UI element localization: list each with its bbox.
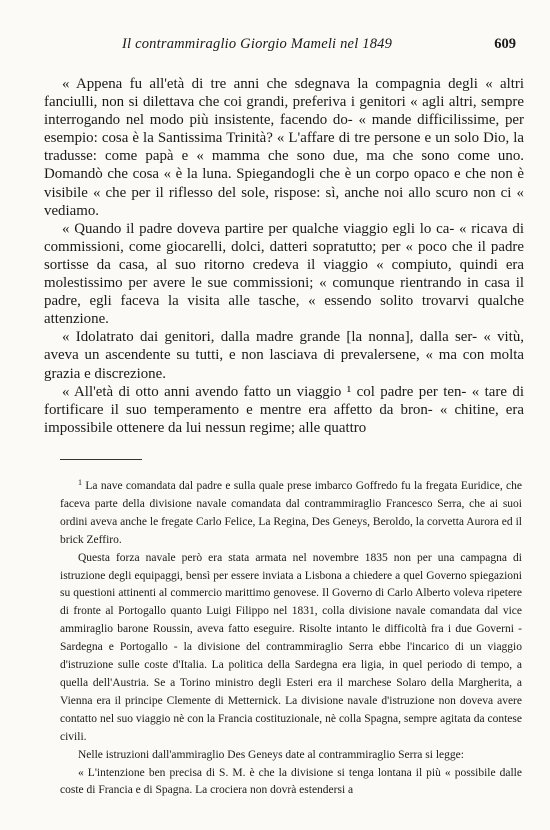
running-title: Il contrammiraglio Giorgio Mameli nel 1849 — [122, 36, 393, 52]
footnote-paragraph: Nelle istruzioni dall'ammiraglio Des Geneys date al contrammiraglio Serra si legge: — [78, 748, 464, 761]
paragraph: « Idolatrato dai genitori, dalla madre grande [la nonna], dalla ser- « vitù, aveva un ascendente su tutti, e non lasciava di prevalersene, « ma con molta grazia e discrezione. — [44, 329, 524, 382]
main-text — [44, 75, 524, 437]
footnote-rule — [60, 459, 142, 460]
footnote-marker: 1 — [78, 478, 82, 487]
paragraph: « Quando il padre doveva partire per qualche viaggio egli lo ca- « ricava di commissioni, come giocarelli, dolci, datteri sopratutto; per « poco che il padre sortisse da casa, al suo ritorno credeva il viaggio « compiuto, quindi era molestissimo per avere le sue commissioni; « comunque rientrando in casa il padre, egli faceva la visita alle tasche, « essendo solito trovarvi qualche attenzione. — [44, 220, 524, 328]
footnotes — [60, 474, 522, 800]
footnote-paragraph — [60, 474, 522, 550]
paragraph: « All'età di otto anni avendo fatto un viaggio ¹ col padre per ten- « tare di fortificare il suo temperamento e mentre era affetto da bron- « chitine, era impossibile ottenere da lui nessun regime; alle quattro — [44, 383, 524, 436]
page-header — [60, 36, 516, 56]
paragraph: « Appena fu all'età di tre anni che sdegnava la compagnia degli « altri fanciulli, non si dilettava che coi grandi, preferiva i genitori « agli altri, sempre interrogando nel modo più insistente, facendo do- « mande difficilissime, per esempio: cosa è la Santissima Trinità? « L'affare di tre persone e un solo Dio, la tradusse: come papà e « mamma che sono due, ma che sono come uno. Domandò che cosa « è la luna. Spiegandogli che è un corpo opaco e che non è visibile « che per il riflesso del sole, rispose: sì, anche noi allo scuro non ci « vediamo. — [44, 76, 524, 219]
footnote-paragraph: « L'intenzione ben precisa di S. M. è che la divisione si tenga lontana il più « possibile dalle coste di Francia e di Spagna. La crociera non dovrà estendersi a — [60, 766, 522, 797]
footnote-text: La nave comandata dal padre e sulla quale prese imbarco Goffredo fu la fregata Euridice, che faceva parte della divisione navale comandata dal contrammiraglio Francesco Serra, che ai suoi ordini aveva anche le fregate Carlo Felice, La Regina, Des Geneys, Beroldo, la corvetta Aurora ed il brick Zeffiro. — [60, 480, 522, 546]
page-number: 609 — [494, 36, 516, 52]
footnote-paragraph: Questa forza navale però era stata armata nel novembre 1835 non per una campagna di istruzione degli equipaggi, bensì per essere inviata a Lisbona a chiedere a quel Governo spiegazioni su questioni attinenti al commercio marittimo genovese. Il Governo di Carlo Alberto voleva ripetere di fronte al Portogallo quanto Luigi Filippo nel 1831, colla divisione navale comandata dal vice ammiraglio barone Roussin, aveva fatto eseguire. Risolte intanto le difficoltà fra i due Governi - Sardegna e Portogallo - la divisione del contrammiraglio Serra ebbe l'incarico di un viaggio d'istruzione sulle coste d'Italia. La politica della Sardegna era ligia, in quel periodo di tempo, a quella dell'Austria. Se a Torino ministro degli Esteri era il marchese Solaro della Margherita, a Vienna era il principe Clemente di Metternick. La divisione navale d'istruzione non doveva avere contatto nel suo viaggio nè con la Francia costituzionale, nè colla Spagna, sempre agitata da contese civili. — [60, 551, 522, 743]
